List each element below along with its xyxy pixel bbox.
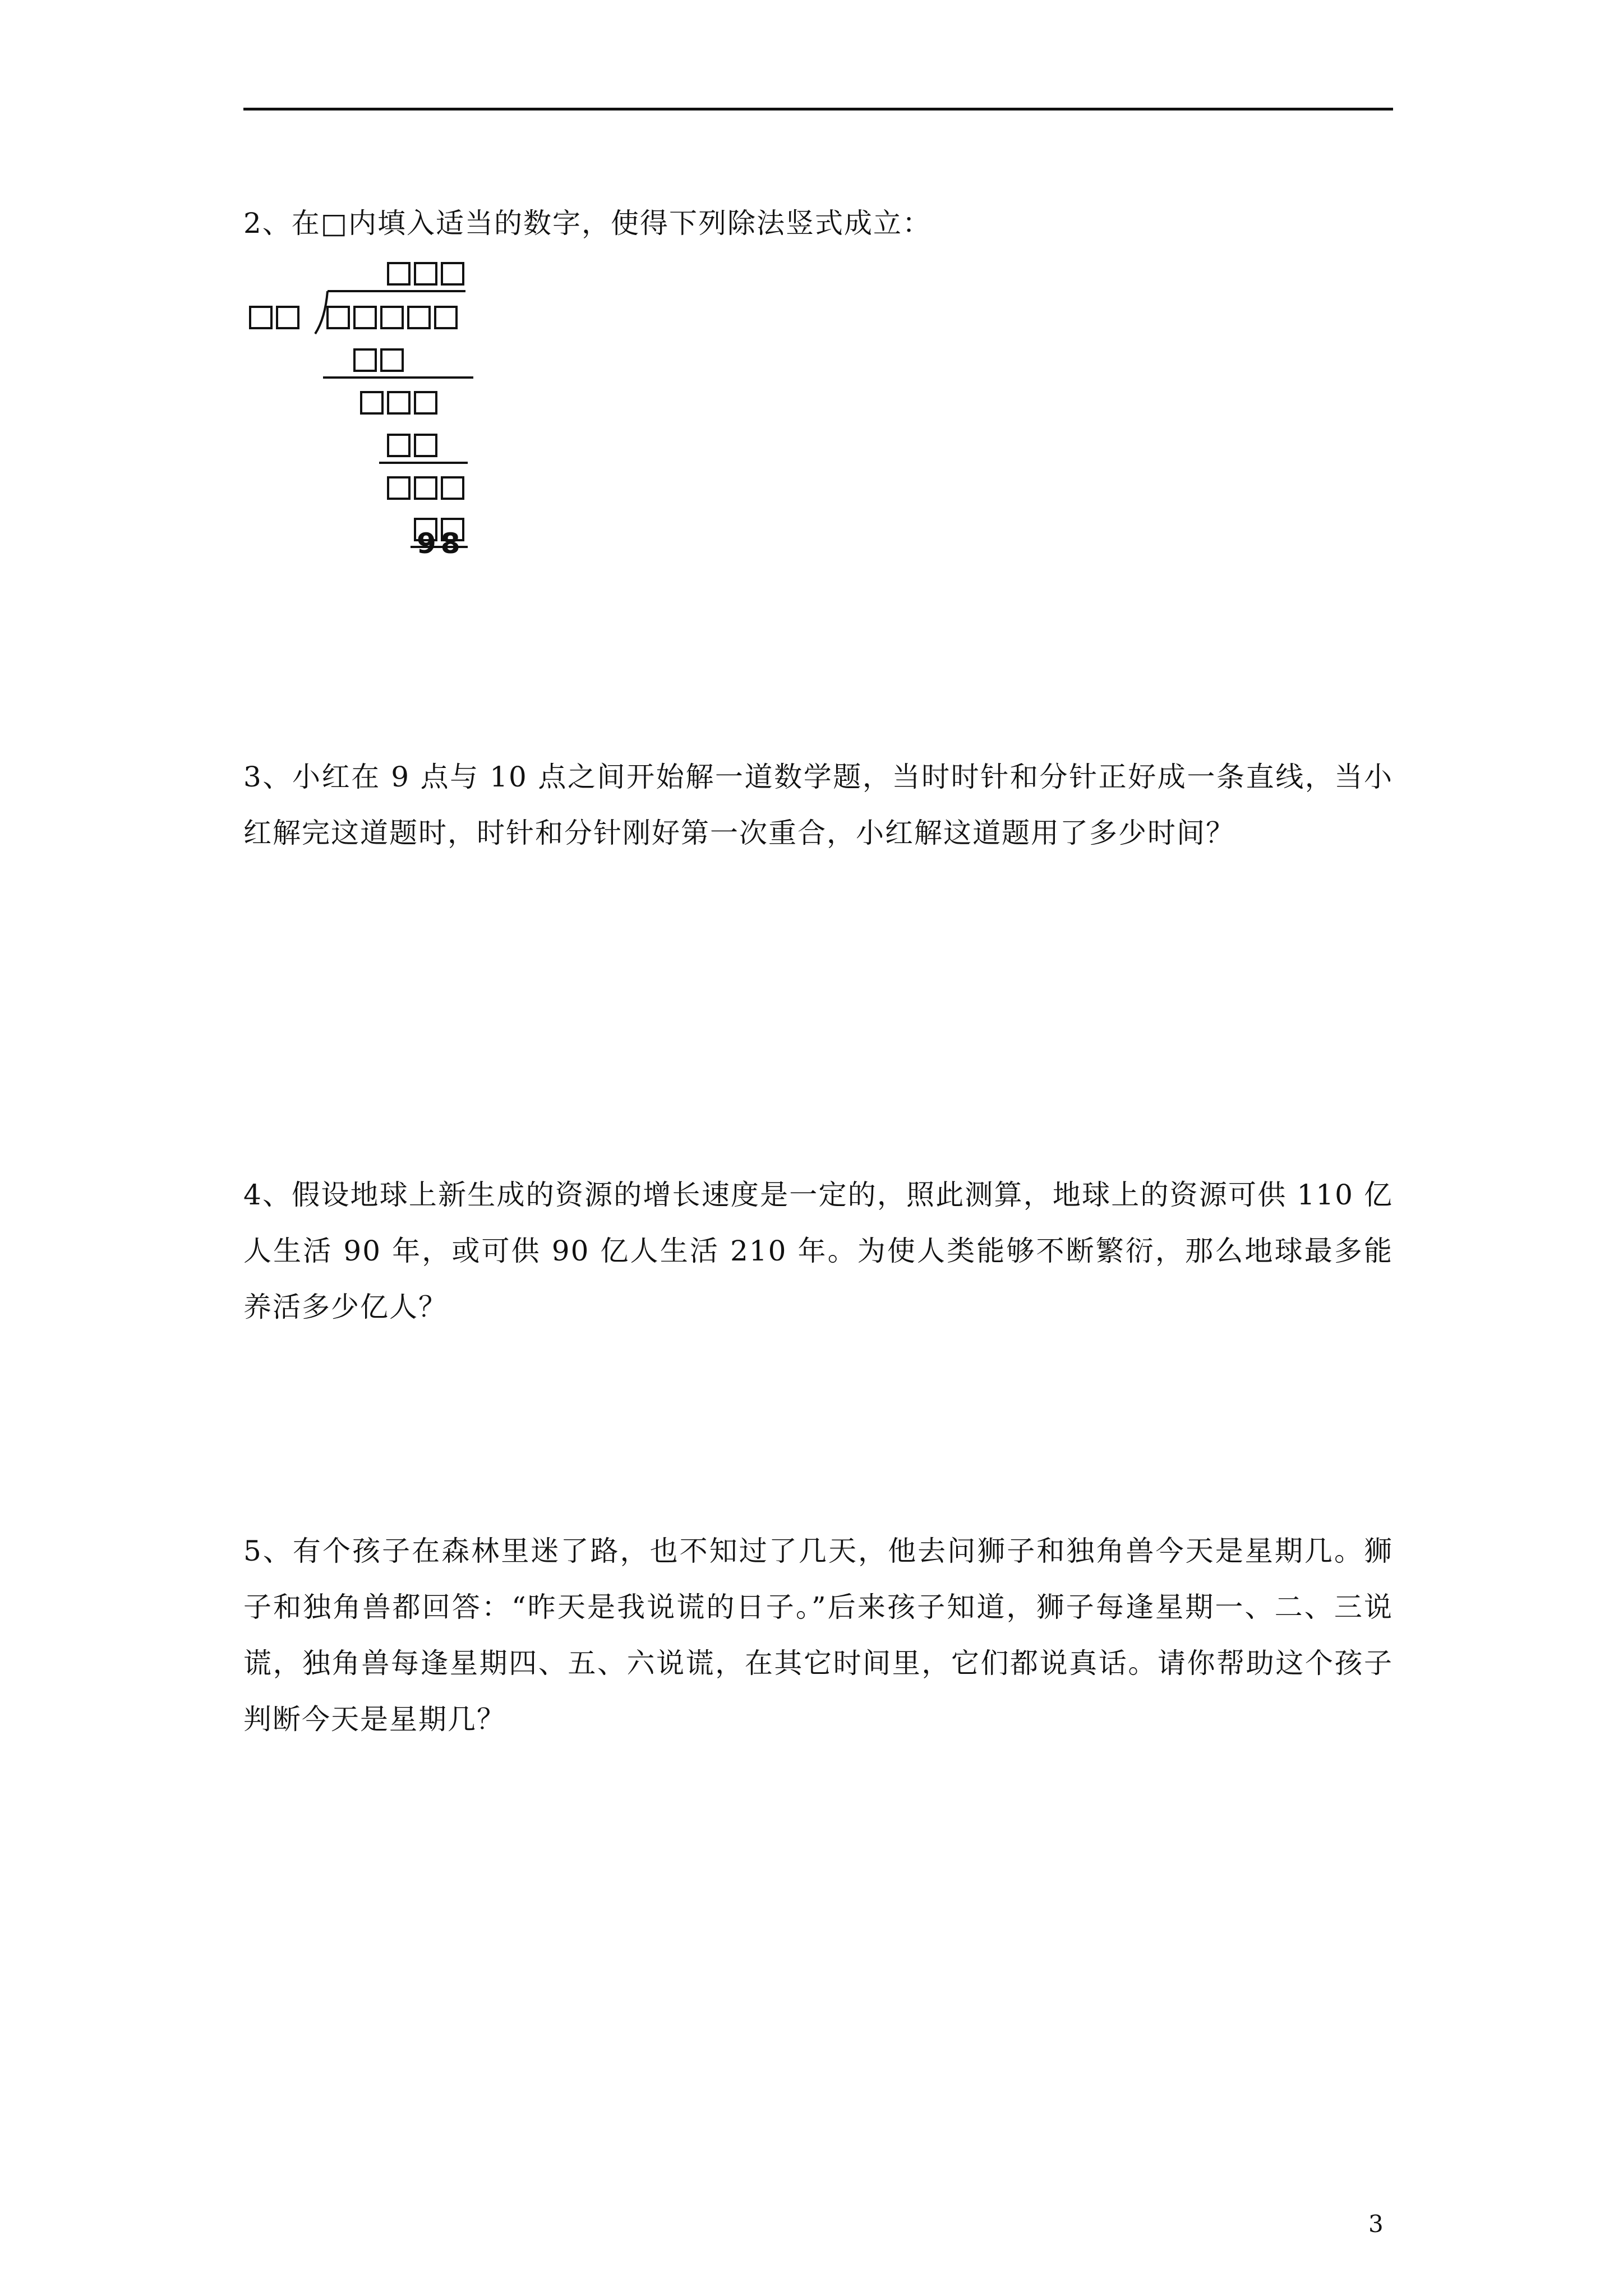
digit-box: [435, 307, 457, 328]
digit-box: [442, 263, 463, 284]
digit-box: [415, 392, 436, 413]
division-remainder: 98: [417, 527, 465, 560]
digit-box: [388, 477, 409, 499]
digit-box: [415, 435, 436, 456]
long-division-boxes: [243, 255, 513, 569]
digit-box: [361, 392, 382, 413]
long-division-figure: [243, 255, 513, 569]
digit-box: [388, 263, 409, 284]
digit-box: [381, 349, 403, 371]
digit-box: [442, 477, 463, 499]
digit-box: [415, 263, 436, 284]
digit-box: [328, 307, 349, 328]
digit-box: [388, 392, 409, 413]
question-2: 2、在□内填入适当的数字，使得下列除法竖式成立：: [243, 207, 932, 240]
digit-box: [381, 307, 403, 328]
digit-box: [354, 307, 376, 328]
digit-box: [388, 435, 409, 456]
question-5: 5、有个孩子在森林里迷了路，也不知过了几天，他去问狮子和独角兽今天是星期几。狮子和独角兽都回答：“昨天是我说谎的日子。”后来孩子知道，狮子每逢星期一、二、三说谎，独角兽每逢星期四、五、六说谎，在其它时间里，它们都说真话。请你帮助这个孩子判断今天是星期几？: [243, 1535, 1393, 1736]
question-3: 3、小红在 9 点与 10 点之间开始解一道数学题，当时时针和分针正好成一条直线，当小红解完这道题时，时针和分针刚好第一次重合，小红解这道题用了多少时间？: [243, 761, 1393, 849]
digit-box: [354, 349, 376, 371]
digit-box: [277, 307, 298, 328]
digit-box: [415, 477, 436, 499]
question-4: 4、假设地球上新生成的资源的增长速度是一定的，照此测算，地球上的资源可供 110 亿人生活 90 年，或可供 90 亿人生活 210 年。为使人类能够不断繁衍，那么地球最多能养活多少亿人？: [243, 1179, 1393, 1323]
page-number: 3: [1368, 2210, 1384, 2238]
digit-box: [408, 307, 430, 328]
header-rule: [243, 108, 1393, 111]
division-bracket: [315, 291, 328, 334]
digit-box: [250, 307, 271, 328]
